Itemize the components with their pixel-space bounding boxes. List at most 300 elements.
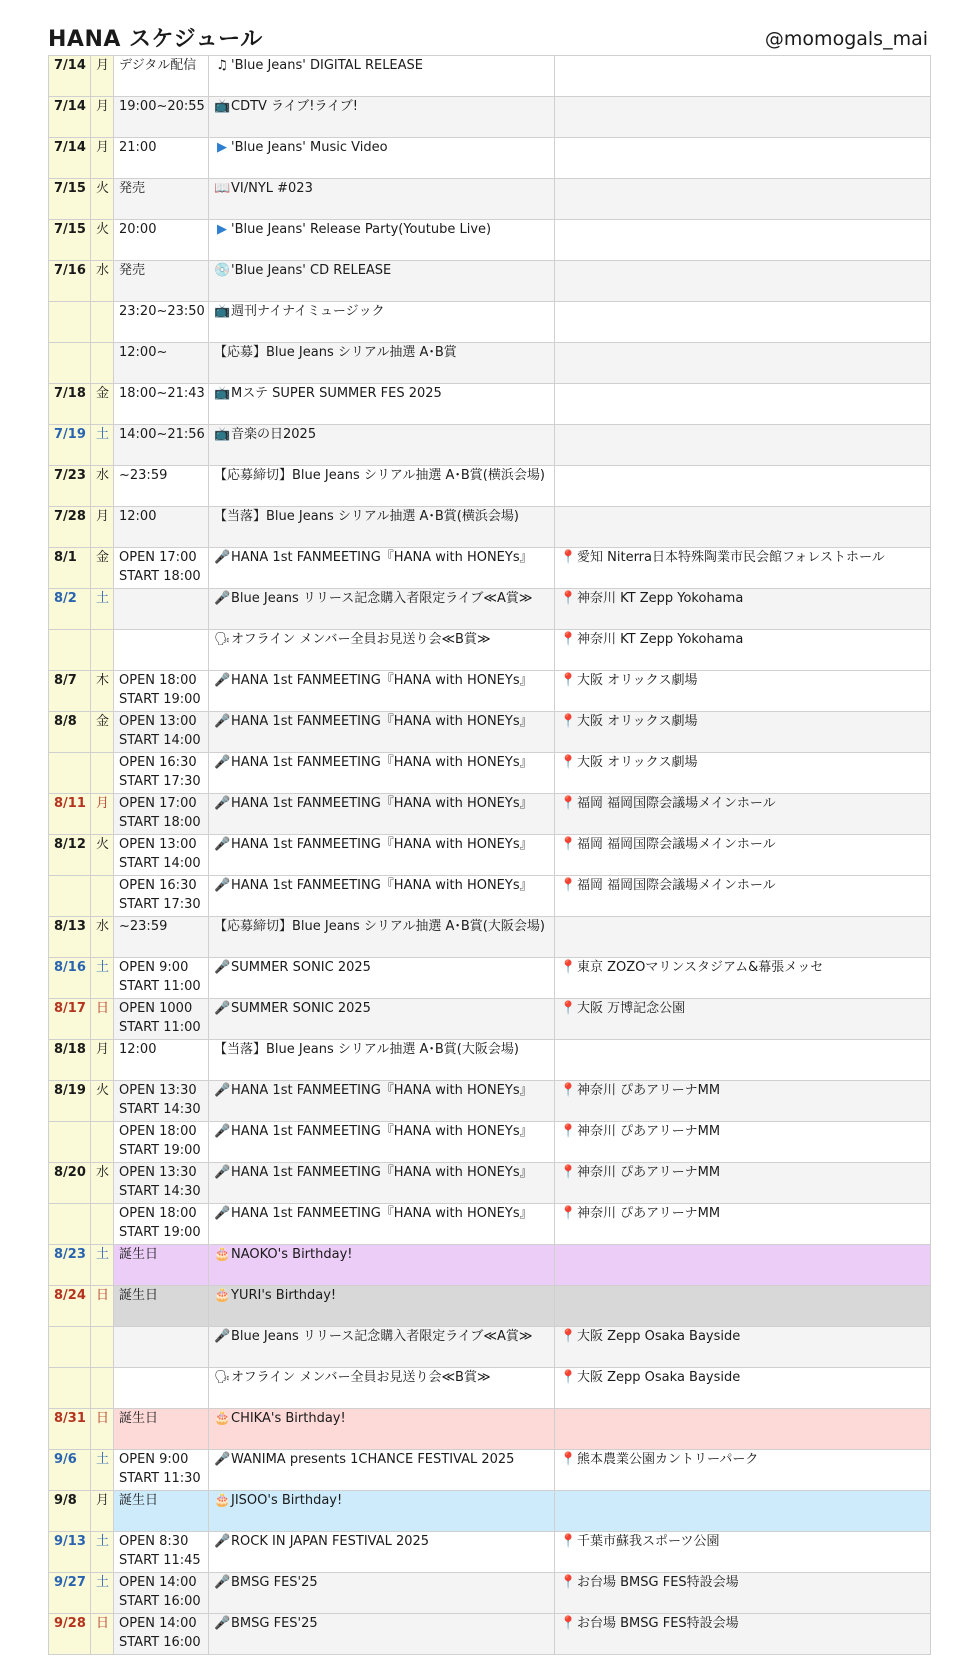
mic-icon: 🎤 <box>214 878 231 893</box>
time-line: START 16:00 <box>119 1594 201 1609</box>
event-cell <box>209 302 555 343</box>
mic-icon: 🎤 <box>214 837 231 852</box>
cake-icon: 🎂 <box>214 1247 231 1262</box>
event-cell <box>209 630 555 671</box>
time-line: OPEN 16:30 <box>119 878 197 893</box>
weekday-cell <box>91 1327 114 1368</box>
time-line: START 16:00 <box>119 1635 201 1650</box>
venue-name: 大阪 オリックス劇場 <box>577 673 698 688</box>
weekday-cell: 日 <box>91 999 114 1040</box>
venue-cell <box>555 220 931 261</box>
venue-cell <box>555 179 931 220</box>
date-cell: 7/14 <box>49 56 91 97</box>
map-pin-icon: 📍 <box>560 1083 577 1098</box>
map-pin-icon: 📍 <box>560 1329 577 1344</box>
date-cell: 9/27 <box>49 1573 91 1614</box>
time-cell <box>114 1614 209 1655</box>
time-line: START 19:00 <box>119 1225 201 1240</box>
time-line: OPEN 8:30 <box>119 1534 189 1549</box>
time-line: START 18:00 <box>119 815 201 830</box>
event-title: HANA 1st FANMEETING『HANA with HONEYs』 <box>231 878 533 893</box>
page-header <box>48 18 928 54</box>
time-line: 21:00 <box>119 140 157 155</box>
time-line: OPEN 14:00 <box>119 1616 197 1631</box>
weekday-cell: 金 <box>91 548 114 589</box>
venue-cell <box>555 1614 931 1655</box>
weekday-cell <box>91 343 114 384</box>
table-row <box>49 1122 931 1163</box>
time-cell <box>114 138 209 179</box>
venue-name: 神奈川 ぴあアリーナMM <box>577 1165 721 1180</box>
event-title: VI/NYL #023 <box>231 181 313 196</box>
venue-name: お台場 BMSG FES特設会場 <box>577 1575 739 1590</box>
table-row <box>49 1491 931 1532</box>
mic-icon: 🎤 <box>214 960 231 975</box>
venue-cell <box>555 589 931 630</box>
event-cell <box>209 1532 555 1573</box>
table-row <box>49 876 931 917</box>
event-cell <box>209 1327 555 1368</box>
time-cell <box>114 97 209 138</box>
event-title: 'Blue Jeans' Release Party(Youtube Live) <box>231 222 492 237</box>
event-title: 週刊ナイナイミュージック <box>231 304 385 319</box>
event-cell <box>209 999 555 1040</box>
weekday-cell: 日 <box>91 1409 114 1450</box>
event-title: NAOKO's Birthday! <box>231 1247 353 1262</box>
venue-cell <box>555 507 931 548</box>
weekday-cell: 火 <box>91 1081 114 1122</box>
schedule-table <box>48 55 931 1655</box>
event-title: オフライン メンバー全員お見送り会≪B賞≫ <box>231 632 491 647</box>
table-row <box>49 1450 931 1491</box>
venue-cell <box>555 958 931 999</box>
event-cell <box>209 1450 555 1491</box>
tv-icon: 📺 <box>214 427 231 442</box>
venue-cell <box>555 548 931 589</box>
venue-cell <box>555 630 931 671</box>
date-cell: 7/19 <box>49 425 91 466</box>
event-cell <box>209 712 555 753</box>
event-title: HANA 1st FANMEETING『HANA with HONEYs』 <box>231 1206 533 1221</box>
map-pin-icon: 📍 <box>560 1616 577 1631</box>
date-cell: 8/7 <box>49 671 91 712</box>
event-cell <box>209 1040 555 1081</box>
venue-name: 神奈川 ぴあアリーナMM <box>577 1206 721 1221</box>
table-row <box>49 712 931 753</box>
time-line: START 14:00 <box>119 856 201 871</box>
weekday-cell: 火 <box>91 220 114 261</box>
tv-icon: 📺 <box>214 386 231 401</box>
date-cell: 7/15 <box>49 179 91 220</box>
weekday-cell: 水 <box>91 466 114 507</box>
table-row <box>49 138 931 179</box>
map-pin-icon: 📍 <box>560 960 577 975</box>
time-cell <box>114 507 209 548</box>
venue-cell <box>555 794 931 835</box>
venue-cell <box>555 999 931 1040</box>
event-title: JISOO's Birthday! <box>231 1493 343 1508</box>
event-cell <box>209 343 555 384</box>
venue-name: 福岡 福岡国際会議場メインホール <box>577 796 776 811</box>
mic-icon: 🎤 <box>214 550 231 565</box>
weekday-cell: 木 <box>91 671 114 712</box>
event-cell <box>209 1163 555 1204</box>
venue-cell <box>555 876 931 917</box>
table-row <box>49 220 931 261</box>
date-cell <box>49 753 91 794</box>
time-cell <box>114 835 209 876</box>
venue-cell <box>555 1040 931 1081</box>
weekday-cell <box>91 302 114 343</box>
time-line: START 19:00 <box>119 1143 201 1158</box>
time-cell <box>114 1286 209 1327</box>
time-line: OPEN 17:00 <box>119 550 197 565</box>
map-pin-icon: 📍 <box>560 796 577 811</box>
weekday-cell: 火 <box>91 179 114 220</box>
time-line: START 19:00 <box>119 692 201 707</box>
event-cell <box>209 97 555 138</box>
weekday-cell <box>91 630 114 671</box>
venue-cell <box>555 1573 931 1614</box>
weekday-cell <box>91 1204 114 1245</box>
mic-icon: 🎤 <box>214 1001 231 1016</box>
time-cell <box>114 343 209 384</box>
venue-name: 大阪 オリックス劇場 <box>577 714 698 729</box>
time-cell <box>114 302 209 343</box>
venue-name: 福岡 福岡国際会議場メインホール <box>577 837 776 852</box>
time-line: OPEN 9:00 <box>119 960 189 975</box>
time-cell <box>114 466 209 507</box>
table-row <box>49 753 931 794</box>
venue-cell <box>555 1409 931 1450</box>
venue-cell <box>555 261 931 302</box>
weekday-cell: 月 <box>91 1491 114 1532</box>
event-title: Mステ SUPER SUMMER FES 2025 <box>231 386 442 401</box>
event-cell <box>209 1122 555 1163</box>
map-pin-icon: 📍 <box>560 755 577 770</box>
event-cell <box>209 138 555 179</box>
weekday-cell: 日 <box>91 1614 114 1655</box>
venue-cell <box>555 97 931 138</box>
venue-name: 愛知 Niterra日本特殊陶業市民会館フォレストホール <box>577 550 885 565</box>
event-cell <box>209 1409 555 1450</box>
event-cell <box>209 753 555 794</box>
date-cell <box>49 302 91 343</box>
time-cell <box>114 220 209 261</box>
event-title: 【応募】Blue Jeans シリアル抽選 A･B賞 <box>214 345 457 360</box>
event-cell <box>209 507 555 548</box>
venue-cell <box>555 1286 931 1327</box>
table-row <box>49 1163 931 1204</box>
date-cell <box>49 1327 91 1368</box>
date-cell: 8/17 <box>49 999 91 1040</box>
weekday-cell <box>91 1368 114 1409</box>
date-cell: 8/2 <box>49 589 91 630</box>
event-title: 'Blue Jeans' Music Video <box>231 140 388 155</box>
venue-cell <box>555 671 931 712</box>
venue-name: 大阪 万博記念公園 <box>577 1001 686 1016</box>
time-line: 23:20~23:50 <box>119 304 205 319</box>
table-row <box>49 548 931 589</box>
time-line: OPEN 13:00 <box>119 714 197 729</box>
schedule-body <box>49 56 931 1655</box>
date-cell: 8/11 <box>49 794 91 835</box>
date-cell: 8/31 <box>49 1409 91 1450</box>
event-title: BMSG FES'25 <box>231 1575 318 1590</box>
page-title: HANA スケジュール <box>48 27 263 52</box>
venue-name: 大阪 オリックス劇場 <box>577 755 698 770</box>
time-line: 誕生日 <box>119 1411 159 1426</box>
weekday-cell <box>91 753 114 794</box>
venue-cell <box>555 384 931 425</box>
date-cell <box>49 1204 91 1245</box>
time-cell <box>114 671 209 712</box>
time-cell <box>114 1327 209 1368</box>
time-line: START 11:45 <box>119 1553 201 1568</box>
author-handle: @momogals_mai <box>764 28 928 50</box>
time-cell <box>114 1450 209 1491</box>
map-pin-icon: 📍 <box>560 632 577 647</box>
venue-cell <box>555 1245 931 1286</box>
venue-name: 神奈川 KT Zepp Yokohama <box>577 632 744 647</box>
time-cell <box>114 548 209 589</box>
time-line: START 11:00 <box>119 979 201 994</box>
mic-icon: 🎤 <box>214 1124 231 1139</box>
weekday-cell: 日 <box>91 1286 114 1327</box>
table-row <box>49 958 931 999</box>
time-line: OPEN 13:00 <box>119 837 197 852</box>
venue-cell <box>555 1368 931 1409</box>
event-title: 'Blue Jeans' CD RELEASE <box>231 263 392 278</box>
venue-cell <box>555 343 931 384</box>
event-cell <box>209 1614 555 1655</box>
time-cell <box>114 876 209 917</box>
mic-icon: 🎤 <box>214 673 231 688</box>
table-row <box>49 56 931 97</box>
table-row <box>49 1409 931 1450</box>
time-line: 誕生日 <box>119 1288 159 1303</box>
mic-icon: 🎤 <box>214 1329 231 1344</box>
event-title: HANA 1st FANMEETING『HANA with HONEYs』 <box>231 1165 533 1180</box>
venue-cell <box>555 1532 931 1573</box>
date-cell: 8/24 <box>49 1286 91 1327</box>
time-line: 14:00~21:56 <box>119 427 205 442</box>
event-title: オフライン メンバー全員お見送り会≪B賞≫ <box>231 1370 491 1385</box>
weekday-cell <box>91 876 114 917</box>
table-row <box>49 1614 931 1655</box>
mic-icon: 🎤 <box>214 1206 231 1221</box>
venue-name: 神奈川 ぴあアリーナMM <box>577 1124 721 1139</box>
time-cell <box>114 1491 209 1532</box>
map-pin-icon: 📍 <box>560 550 577 565</box>
venue-name: 神奈川 ぴあアリーナMM <box>577 1083 721 1098</box>
time-line: ~23:59 <box>119 919 168 934</box>
event-cell <box>209 671 555 712</box>
time-line: START 14:30 <box>119 1102 201 1117</box>
event-cell <box>209 261 555 302</box>
table-row <box>49 1081 931 1122</box>
weekday-cell: 水 <box>91 917 114 958</box>
mic-icon: 🎤 <box>214 591 231 606</box>
time-line: OPEN 13:30 <box>119 1165 197 1180</box>
table-row <box>49 302 931 343</box>
weekday-cell: 月 <box>91 794 114 835</box>
time-line: OPEN 18:00 <box>119 1206 197 1221</box>
time-cell <box>114 917 209 958</box>
tv-icon: 📺 <box>214 304 231 319</box>
map-pin-icon: 📍 <box>560 837 577 852</box>
venue-cell <box>555 1327 931 1368</box>
table-row <box>49 466 931 507</box>
date-cell: 9/8 <box>49 1491 91 1532</box>
event-cell <box>209 835 555 876</box>
table-row <box>49 1245 931 1286</box>
time-line: 12:00 <box>119 509 157 524</box>
venue-cell <box>555 712 931 753</box>
venue-cell <box>555 917 931 958</box>
mic-icon: 🎤 <box>214 714 231 729</box>
date-cell: 9/13 <box>49 1532 91 1573</box>
date-cell: 7/14 <box>49 138 91 179</box>
table-row <box>49 589 931 630</box>
date-cell: 7/15 <box>49 220 91 261</box>
venue-name: 東京 ZOZOマリンスタジアム&幕張メッセ <box>577 960 824 975</box>
date-cell: 8/13 <box>49 917 91 958</box>
music-note-icon: ♫ <box>216 58 228 73</box>
map-pin-icon: 📍 <box>560 1165 577 1180</box>
event-cell <box>209 794 555 835</box>
weekday-cell: 月 <box>91 97 114 138</box>
date-cell: 7/14 <box>49 97 91 138</box>
date-cell: 8/1 <box>49 548 91 589</box>
date-cell: 8/20 <box>49 1163 91 1204</box>
table-row <box>49 425 931 466</box>
venue-name: お台場 BMSG FES特設会場 <box>577 1616 739 1631</box>
table-row <box>49 1286 931 1327</box>
time-cell <box>114 425 209 466</box>
play-icon: ▶ <box>217 222 227 237</box>
table-row <box>49 835 931 876</box>
table-row <box>49 794 931 835</box>
venue-cell <box>555 1204 931 1245</box>
map-pin-icon: 📍 <box>560 878 577 893</box>
time-line: START 14:30 <box>119 1184 201 1199</box>
map-pin-icon: 📍 <box>560 1124 577 1139</box>
event-title: 【応募締切】Blue Jeans シリアル抽選 A･B賞(大阪会場) <box>214 919 545 934</box>
map-pin-icon: 📍 <box>560 1452 577 1467</box>
date-cell: 7/16 <box>49 261 91 302</box>
time-cell <box>114 958 209 999</box>
time-cell <box>114 1122 209 1163</box>
map-pin-icon: 📍 <box>560 1001 577 1016</box>
map-pin-icon: 📍 <box>560 1575 577 1590</box>
time-cell <box>114 630 209 671</box>
time-line: START 18:00 <box>119 569 201 584</box>
time-cell <box>114 1163 209 1204</box>
date-cell: 7/18 <box>49 384 91 425</box>
event-cell <box>209 179 555 220</box>
time-line: OPEN 14:00 <box>119 1575 197 1590</box>
map-pin-icon: 📍 <box>560 1370 577 1385</box>
time-line: OPEN 17:00 <box>119 796 197 811</box>
speaking-head-icon: 🗣 <box>214 632 231 647</box>
table-row <box>49 630 931 671</box>
event-title: HANA 1st FANMEETING『HANA with HONEYs』 <box>231 755 533 770</box>
time-cell <box>114 1081 209 1122</box>
time-cell <box>114 261 209 302</box>
table-row <box>49 507 931 548</box>
time-line: START 14:00 <box>119 733 201 748</box>
time-cell <box>114 794 209 835</box>
event-title: WANIMA presents 1CHANCE FESTIVAL 2025 <box>231 1452 515 1467</box>
weekday-cell: 金 <box>91 712 114 753</box>
event-title: CHIKA's Birthday! <box>231 1411 346 1426</box>
table-row <box>49 671 931 712</box>
weekday-cell: 土 <box>91 958 114 999</box>
weekday-cell: 月 <box>91 138 114 179</box>
time-line: 発売 <box>119 181 146 196</box>
time-cell <box>114 1532 209 1573</box>
weekday-cell: 土 <box>91 1245 114 1286</box>
map-pin-icon: 📍 <box>560 1534 577 1549</box>
event-title: 【当落】Blue Jeans シリアル抽選 A･B賞(横浜会場) <box>214 509 519 524</box>
event-title: HANA 1st FANMEETING『HANA with HONEYs』 <box>231 714 533 729</box>
table-row <box>49 179 931 220</box>
time-cell <box>114 1409 209 1450</box>
time-cell <box>114 753 209 794</box>
venue-cell <box>555 753 931 794</box>
event-title: 'Blue Jeans' DIGITAL RELEASE <box>231 58 424 73</box>
cake-icon: 🎂 <box>214 1411 231 1426</box>
event-title: CDTV ライブ!ライブ! <box>231 99 358 114</box>
event-cell <box>209 466 555 507</box>
table-row <box>49 1204 931 1245</box>
event-cell <box>209 1286 555 1327</box>
time-cell <box>114 999 209 1040</box>
venue-name: 大阪 Zepp Osaka Bayside <box>577 1370 741 1385</box>
mic-icon: 🎤 <box>214 1616 231 1631</box>
map-pin-icon: 📍 <box>560 673 577 688</box>
map-pin-icon: 📍 <box>560 1206 577 1221</box>
event-title: HANA 1st FANMEETING『HANA with HONEYs』 <box>231 550 533 565</box>
time-cell <box>114 589 209 630</box>
event-title: HANA 1st FANMEETING『HANA with HONEYs』 <box>231 796 533 811</box>
table-row <box>49 343 931 384</box>
time-line: OPEN 1000 <box>119 1001 193 1016</box>
venue-cell <box>555 56 931 97</box>
mic-icon: 🎤 <box>214 1534 231 1549</box>
cake-icon: 🎂 <box>214 1493 231 1508</box>
table-row <box>49 1532 931 1573</box>
table-row <box>49 1040 931 1081</box>
date-cell: 9/6 <box>49 1450 91 1491</box>
date-cell: 8/16 <box>49 958 91 999</box>
time-cell <box>114 384 209 425</box>
event-title: HANA 1st FANMEETING『HANA with HONEYs』 <box>231 1124 533 1139</box>
time-line: 20:00 <box>119 222 157 237</box>
venue-cell <box>555 835 931 876</box>
time-line: START 11:00 <box>119 1020 201 1035</box>
mic-icon: 🎤 <box>214 1452 231 1467</box>
time-line: START 17:30 <box>119 897 201 912</box>
event-cell <box>209 917 555 958</box>
venue-name: 千葉市蘇我スポーツ公園 <box>577 1534 720 1549</box>
time-line: 12:00 <box>119 1042 157 1057</box>
event-cell <box>209 589 555 630</box>
weekday-cell: 火 <box>91 835 114 876</box>
date-cell <box>49 630 91 671</box>
date-cell: 7/23 <box>49 466 91 507</box>
